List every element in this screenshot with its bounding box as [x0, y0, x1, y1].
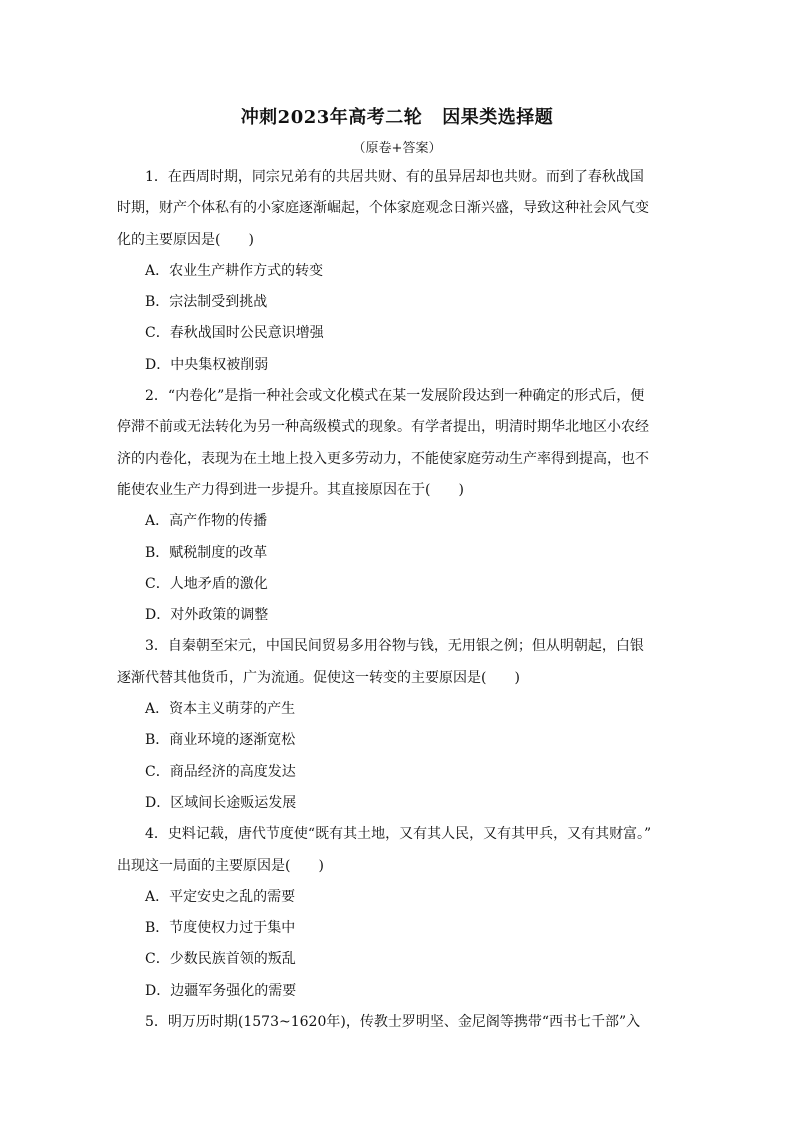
- option-d: D．对外政策的调整: [145, 607, 269, 624]
- title-sub: 因果类选择题: [442, 107, 554, 128]
- question-stem-line: 4．史料记载，唐代节度使“既有其土地，又有其人民，又有其甲兵，又有其财富。”: [145, 826, 652, 843]
- option-a: A．农业生产耕作方式的转变: [145, 262, 324, 279]
- option-b: B．节度使权力过于集中: [145, 920, 296, 937]
- question-stem-line: 停滞不前或无法转化为另一种高级模式的现象。有学者提出，明清时期华北地区小农经: [117, 419, 649, 436]
- question-4: [117, 819, 683, 1007]
- option-c: C．少数民族首领的叛乱: [145, 951, 296, 968]
- question-stem-line: 3．自秦朝至宋元，中国民间贸易多用谷物与钱，无用银之例；但从明朝起，白银: [145, 638, 644, 655]
- question-list: [117, 162, 683, 1038]
- question-stem-line: 能使农业生产力得到进一步提升。其直接原因在于( ): [117, 481, 464, 498]
- question-2: [117, 381, 683, 631]
- question-stem-line: 时期，财产个体私有的小家庭逐渐崛起，个体家庭观念日渐兴盛，导致这种社会风气变: [117, 200, 649, 217]
- question-stem-line: 逐渐代替其他货币，广为流通。促使这一转变的主要原因是( ): [117, 669, 520, 686]
- question-stem-line: 5．明万历时期(1573~1620年)，传教士罗明坚、金尼阁等携带“西书七千部”入: [145, 1014, 641, 1031]
- question-5: [117, 1007, 683, 1038]
- question-stem-line: 出现这一局面的主要原因是( ): [117, 857, 324, 874]
- question-stem-line: 2．“内卷化”是指一种社会或文化模式在某一发展阶段达到一种确定的形式后，便: [145, 388, 645, 405]
- question-stem-line: 化的主要原因是( ): [117, 231, 254, 248]
- question-3: [117, 631, 683, 819]
- option-c: C．商品经济的高度发达: [145, 763, 296, 780]
- option-c: C．人地矛盾的激化: [145, 575, 268, 592]
- title-main: 冲刺2023年高考二轮: [240, 107, 423, 128]
- document-subtitle: （原卷+答案）: [352, 141, 442, 156]
- option-c: C．春秋战国时公民意识增强: [145, 325, 324, 342]
- question-stem-line: 1．在西周时期，同宗兄弟有的共居共财、有的虽异居却也共财。而到了春秋战国: [145, 169, 644, 185]
- option-b: B．商业环境的逐渐宽松: [145, 732, 296, 749]
- option-d: D．边疆军务强化的需要: [145, 982, 297, 999]
- question-stem-line: 济的内卷化，表现为在土地上投入更多劳动力，不能使家庭劳动生产率得到提高，也不: [117, 450, 649, 467]
- option-a: A．资本主义萌芽的产生: [145, 701, 296, 718]
- option-b: B．宗法制受到挑战: [145, 294, 268, 311]
- option-b: B．赋税制度的改革: [145, 544, 268, 561]
- option-d: D．中央集权被削弱: [145, 356, 269, 373]
- option-a: A．平定安史之乱的需要: [145, 888, 296, 905]
- option-d: D．区域间长途贩运发展: [145, 794, 297, 811]
- option-a: A．高产作物的传播: [145, 513, 268, 530]
- document-title: [0, 103, 794, 129]
- question-1: [117, 162, 683, 381]
